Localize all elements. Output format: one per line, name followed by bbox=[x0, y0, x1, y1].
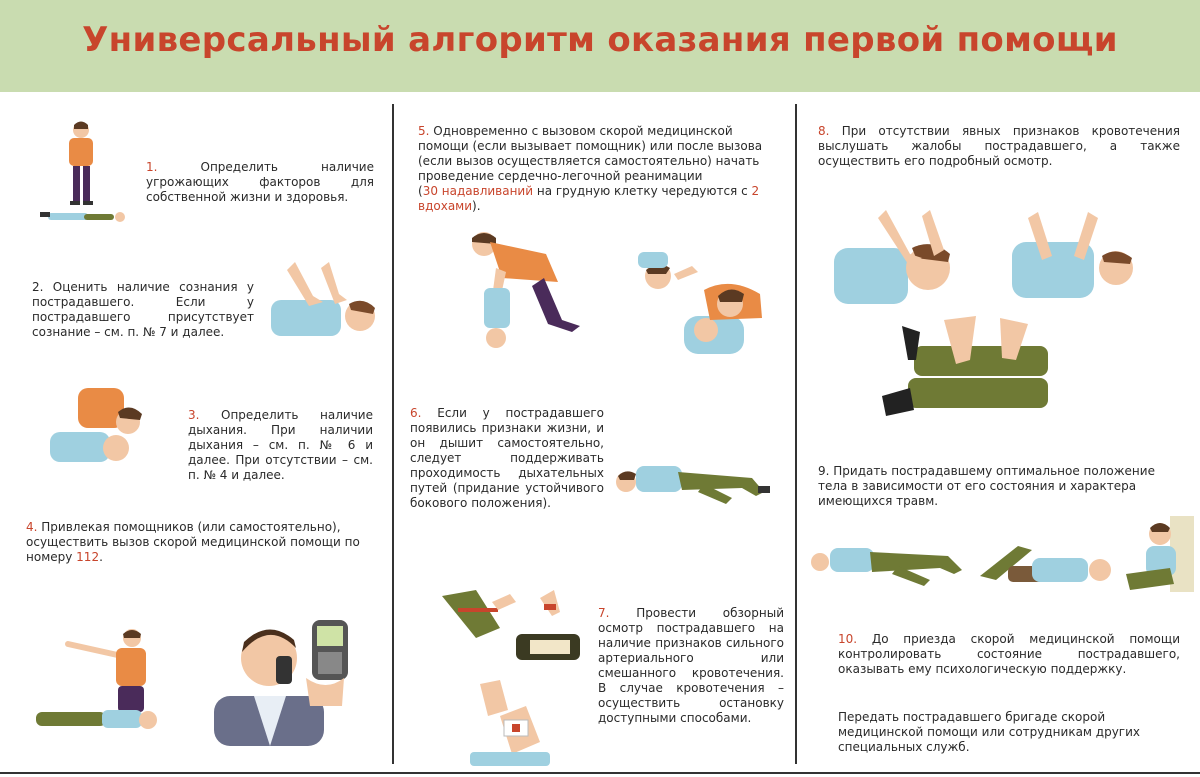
breathing-check-illustration bbox=[44, 382, 154, 474]
step-8-text: 8. При отсутствии явных признаков кровотечения выслушать жалобы пострадавшего, а также осуществить его подробный осмотр. bbox=[818, 124, 1180, 168]
step-5-text: 5. Одновременно с вызовом скорой медицинской помощи (если вызывает помощник) или после вызова (если вызов осуществляется самостоятельно) начать проведение сердечно-легочной реанимации (30 надавливаний на грудную клетку чередуются с 2 вдохами). bbox=[418, 124, 763, 213]
leg-exam-illustration bbox=[880, 316, 1050, 424]
step-number: 10. bbox=[838, 632, 858, 646]
position-legs-raised-illustration bbox=[978, 540, 1114, 586]
step-number: 6. bbox=[410, 406, 422, 420]
page-title: Универсальный алгоритм оказания первой помощи bbox=[82, 20, 1118, 60]
bottom-border bbox=[0, 772, 1200, 774]
step-number: 7. bbox=[598, 606, 610, 620]
phone-call-illustration bbox=[214, 618, 364, 746]
recovery-position-illustration bbox=[612, 456, 774, 506]
column-divider bbox=[795, 104, 797, 764]
chest-exam-illustration bbox=[1008, 212, 1134, 304]
position-side-illustration bbox=[808, 540, 968, 586]
step-number: 5. bbox=[418, 124, 430, 138]
step-number: 1. bbox=[146, 160, 158, 174]
step-2-text: 2. Оценить наличие сознания у пострадавшего. Если у пострадавшего присутствует сознание – см. п. № 7 и далее. bbox=[32, 280, 254, 339]
calling-helper-illustration bbox=[28, 626, 188, 746]
column-divider bbox=[392, 104, 394, 764]
step-1-text: 1. Определить наличие угрожающих факторов для собственной жизни и здоровья. bbox=[146, 160, 374, 204]
step-9-text: 9. Придать пострадавшему оптимальное положение тела в зависимости от его состояния и характера имеющихся травм. bbox=[818, 464, 1155, 508]
final-instruction-text: Передать пострадавшего бригаде скорой медицинской помощи или сотрудникам других специальных служб. bbox=[838, 710, 1141, 754]
header-banner bbox=[0, 0, 1200, 92]
consciousness-check-illustration bbox=[265, 262, 380, 352]
bandaging-illustration bbox=[470, 680, 550, 766]
step-10-text: 10. До приезда скорой медицинской помощи контролировать состояние пострадавшего, оказывать ему психологическую поддержку. bbox=[838, 632, 1180, 676]
bleeding-check-illustration bbox=[436, 586, 584, 666]
head-exam-illustration bbox=[832, 210, 962, 306]
rescue-breathing-illustration bbox=[630, 246, 780, 366]
step-6-text: 6. Если у пострадавшего появились признаки жизни, и он дышит самостоятельно, следует поддерживать проходимость дыхательных путей (придание устойчивого бокового положения). bbox=[410, 406, 604, 510]
step-7-text: 7. Провести обзорный осмотр пострадавшего на наличие признаков сильного артериального или смешанного кровотечения. В случае кровотечения – осуществить остановку доступными способами. bbox=[598, 606, 784, 725]
step-4-text: 4. Привлекая помощников (или самостоятельно), осуществить вызов скорой медицинской помощи по номеру 112. bbox=[26, 520, 360, 564]
breath-count: 2 вдохами bbox=[418, 184, 760, 213]
emergency-phone-number: 112 bbox=[76, 550, 100, 564]
compression-count: 30 надавливаний bbox=[422, 184, 534, 198]
chest-compression-illustration bbox=[462, 228, 582, 350]
step-number: 3. bbox=[188, 408, 200, 422]
step-3-text: 3. Определить наличие дыхания. При наличии дыхания – см. п. № 6 и далее. При отсутствии – см. п. № 4 и далее. bbox=[188, 408, 373, 482]
step-number: 4. bbox=[26, 520, 38, 534]
rescuer-over-victim-illustration bbox=[36, 120, 126, 230]
position-sitting-illustration bbox=[1126, 516, 1194, 592]
step-number: 8. bbox=[818, 124, 830, 138]
